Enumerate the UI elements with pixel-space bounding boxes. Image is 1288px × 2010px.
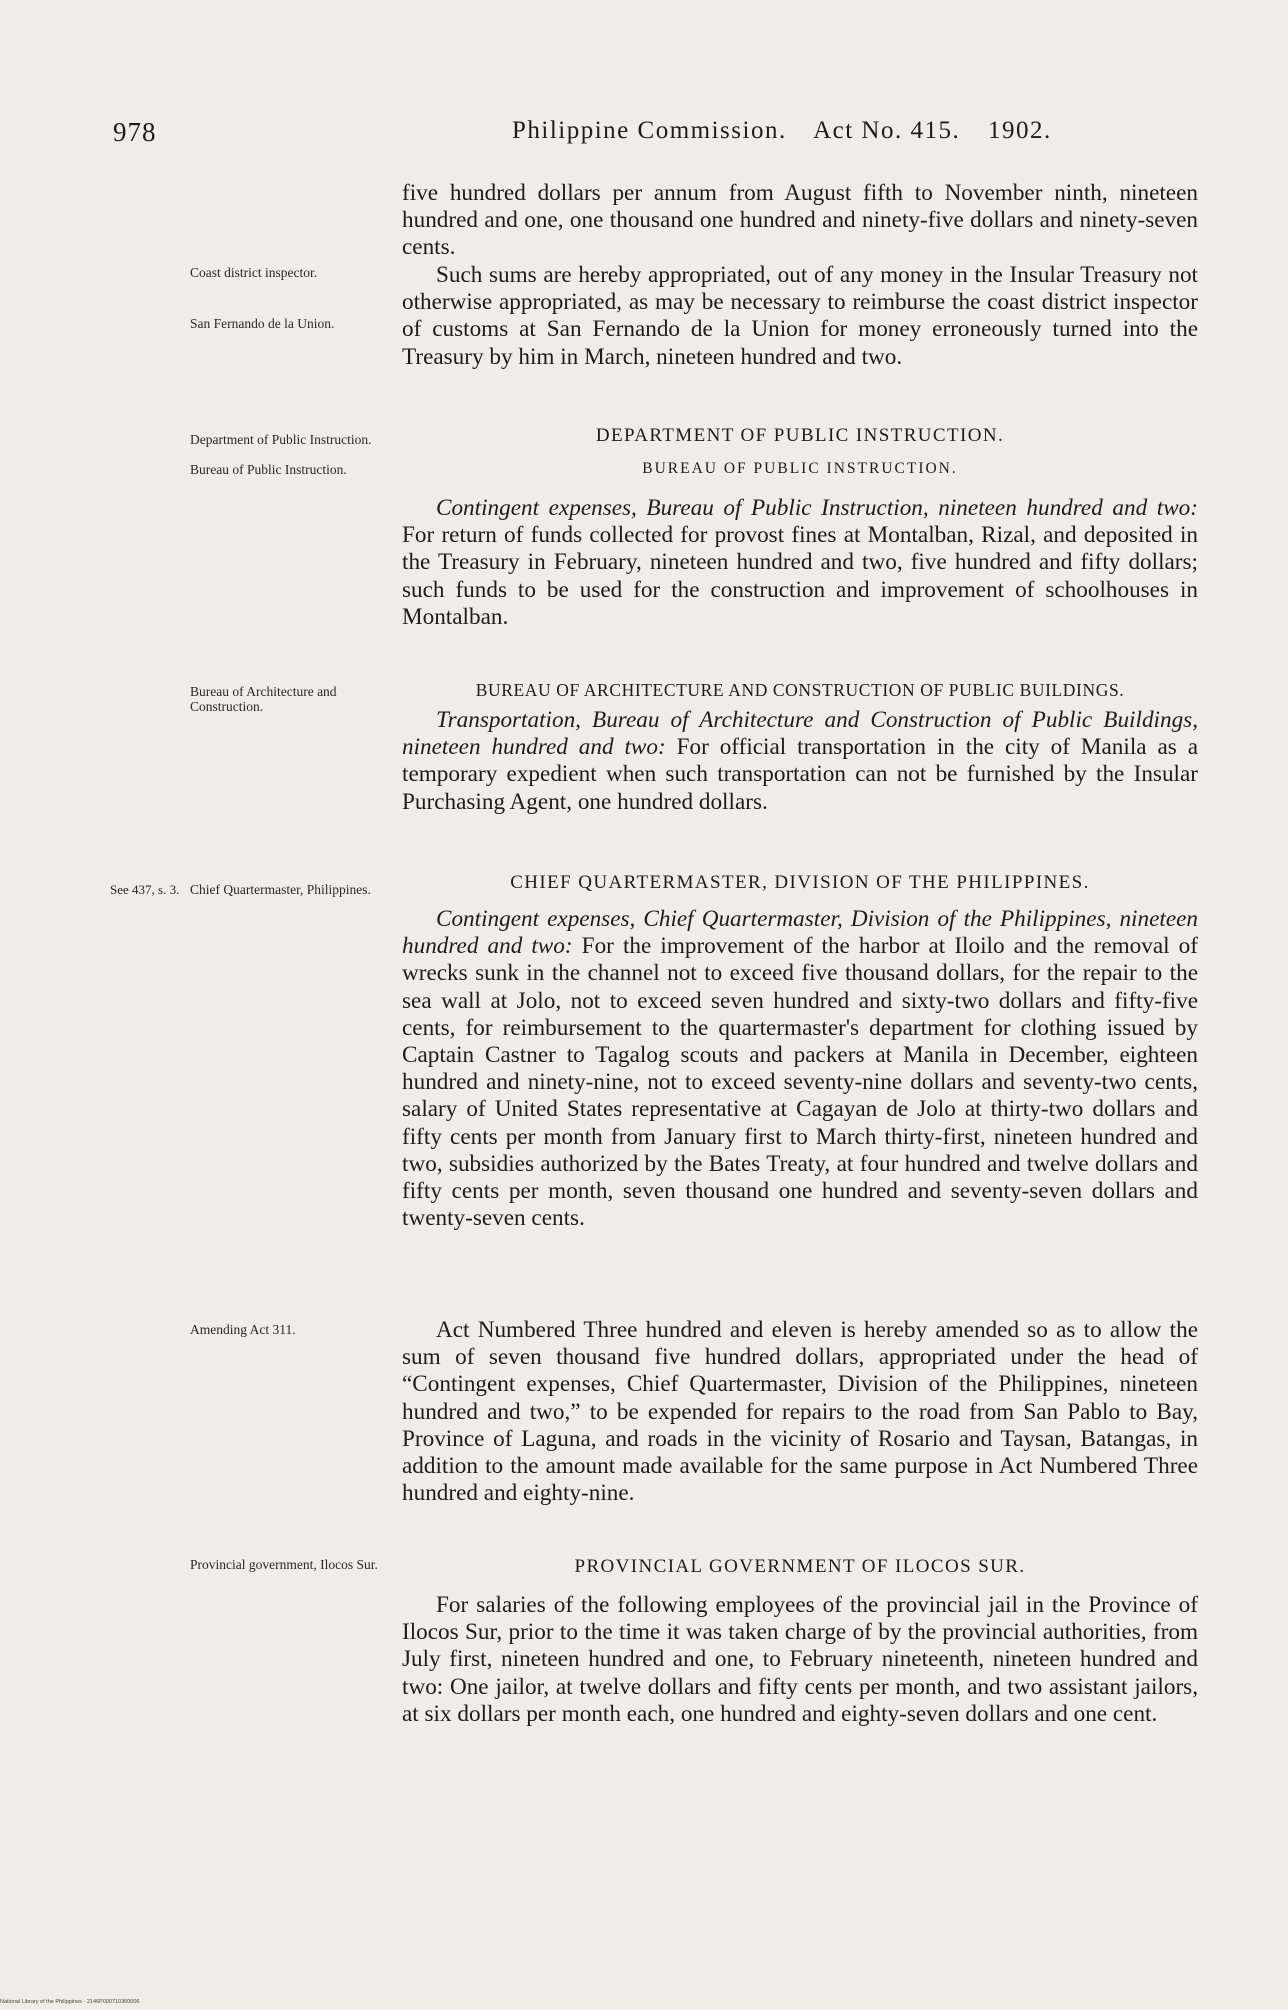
item-title-architecture: Transportation, Bureau of Architecture and Construction of Public Buildings, nineteen hundred and two:	[402, 707, 1198, 761]
heading-chief-quartermaster: CHIEF QUARTERMASTER, DIVISION OF THE PHILIPPINES.	[510, 872, 1090, 893]
margin-note-coast-inspector: Coast district inspector.	[190, 265, 318, 280]
heading-bureau-public-instruction: BUREAU OF PUBLIC INSTRUCTION.	[642, 460, 958, 477]
paragraph-chief-quartermaster: Contingent expenses, Chief Quartermaster, Division of the Philippines, nineteen hundred and two: For the improvement of the harbor at Iloilo and the removal of wrecks sunk in the channel not to exceed five thousand dollars, for the repair to the sea wall at Jolo, not to exceed seven hundred and sixty-two dollars and fifty-five cents, for reimbursement to the quartermaster's department for clothing issued by Captain Castner to Tagalog scouts and packers at Manila in December, eighteen hundred and ninety-nine, not to exceed seventy-nine dollars and seventy-two cents, salary of United States representative at Cagayan de Jolo at thirty-two dollars and fifty cents per month from January first to March thirty-first, nineteen hundred and two, subsidies authorized by the Bates Treaty, at four hundred and twelve dollars and fifty cents per month, seven thousand one hundred and seventy-seven dollars and twenty-seven cents.	[402, 906, 1198, 1232]
paragraph-coast-inspector: Such sums are hereby appropriated, out of any money in the Insular Treasury not otherwise appropriated, as may be necessary to reimburse the coast district inspector of customs at San Fernando de la Union for money erroneously turned into the Treasury by him in March, nineteen hundred and two.	[402, 262, 1198, 370]
paragraph-provincial-ilocos: For salaries of the following employees of the provincial jail in the Province of Ilocos Sur, prior to the time it was taken charge of by the provincial authorities, from July first, nineteen hundred and one, to February nineteenth, nineteen hundred and two: One jailor, at twelve dollars and fifty cents per month, and two assistant jailors, at six dollars per month each, one hundred and eighty-seven dollars and one cent.	[402, 1592, 1198, 1727]
margin-note-chief-quartermaster: Chief Quartermaster, Philippines.	[190, 882, 371, 897]
page-number: 978	[113, 117, 157, 147]
margin-note-amending-act: Amending Act 311.	[190, 1322, 296, 1337]
margin-note-department-public-instruction: Department of Public Instruction.	[190, 432, 372, 447]
paragraph-amending-act: Act Numbered Three hundred and eleven is hereby amended so as to allow the sum of seven thousand five hundred dollars, appropriated under the head of “Contingent expenses, Chief Quartermaster, Division of the Philippines, nineteen hundred and two,” to be expended for repairs to the road from San Pablo to Bay, Province of Laguna, and roads in the vicinity of Rosario and Taysan, Batangas, in addition to the amount made available for the same purpose in Act Numbered Three hundred and eighty-nine.	[402, 1317, 1198, 1507]
running-head-title: Philippine Commission.	[512, 117, 787, 144]
running-head-act: Act No. 415.	[813, 117, 961, 144]
heading-department-public-instruction: DEPARTMENT OF PUBLIC INSTRUCTION.	[595, 425, 1005, 446]
heading-provincial-ilocos: PROVINCIAL GOVERNMENT OF ILOCOS SUR.	[574, 1556, 1026, 1577]
item-title-chief-quartermaster: Contingent expenses, Chief Quartermaster, Division of the Philippines, nineteen hundred and two:	[402, 906, 1198, 960]
heading-bureau-architecture: BUREAU OF ARCHITECTURE AND CONSTRUCTION OF PUBLIC BUILDINGS.	[475, 680, 1125, 700]
item-title-public-instruction: Contingent expenses, Bureau of Public Instruction, nineteen hundred and two:	[436, 495, 1198, 521]
paragraph-continuation: five hundred dollars per annum from August fifth to November ninth, nineteen hundred and one, one thousand one hundred and ninety-five dollars and ninety-seven cents.	[402, 180, 1198, 261]
paragraph-architecture: Transportation, Bureau of Architecture and Construction of Public Buildings, nineteen hundred and two: For official transportation in the city of Manila as a temporary expedient when such transportation can not be furnished by the Insular Purchasing Agent, one hundred dollars.	[402, 707, 1198, 815]
paragraph-public-instruction: Contingent expenses, Bureau of Public Instruction, nineteen hundred and two: For return of funds collected for provost fines at Montalban, Rizal, and deposited in the Treasury in February, nineteen hundred and two, five hundred and fifty dollars; such funds to be used for the construction and improvement of schoolhouses in Montalban.	[402, 495, 1198, 630]
margin-note-bureau-architecture: Bureau of Architecture and Construction.	[190, 684, 337, 714]
margin-note-bureau-public-instruction: Bureau of Public Instruction.	[190, 462, 347, 477]
running-head	[512, 117, 1072, 145]
margin-note-san-fernando: San Fernando de la Union.	[190, 316, 335, 331]
library-stamp: National Library of the Philippines · 2146P000710360006	[0, 1999, 140, 2005]
running-head-year: 1902.	[987, 117, 1052, 144]
margin-note-provincial-ilocos: Provincial government, Ilocos Sur.	[190, 1557, 378, 1572]
margin-note-cross-reference: See 437, s. 3.	[110, 882, 180, 897]
